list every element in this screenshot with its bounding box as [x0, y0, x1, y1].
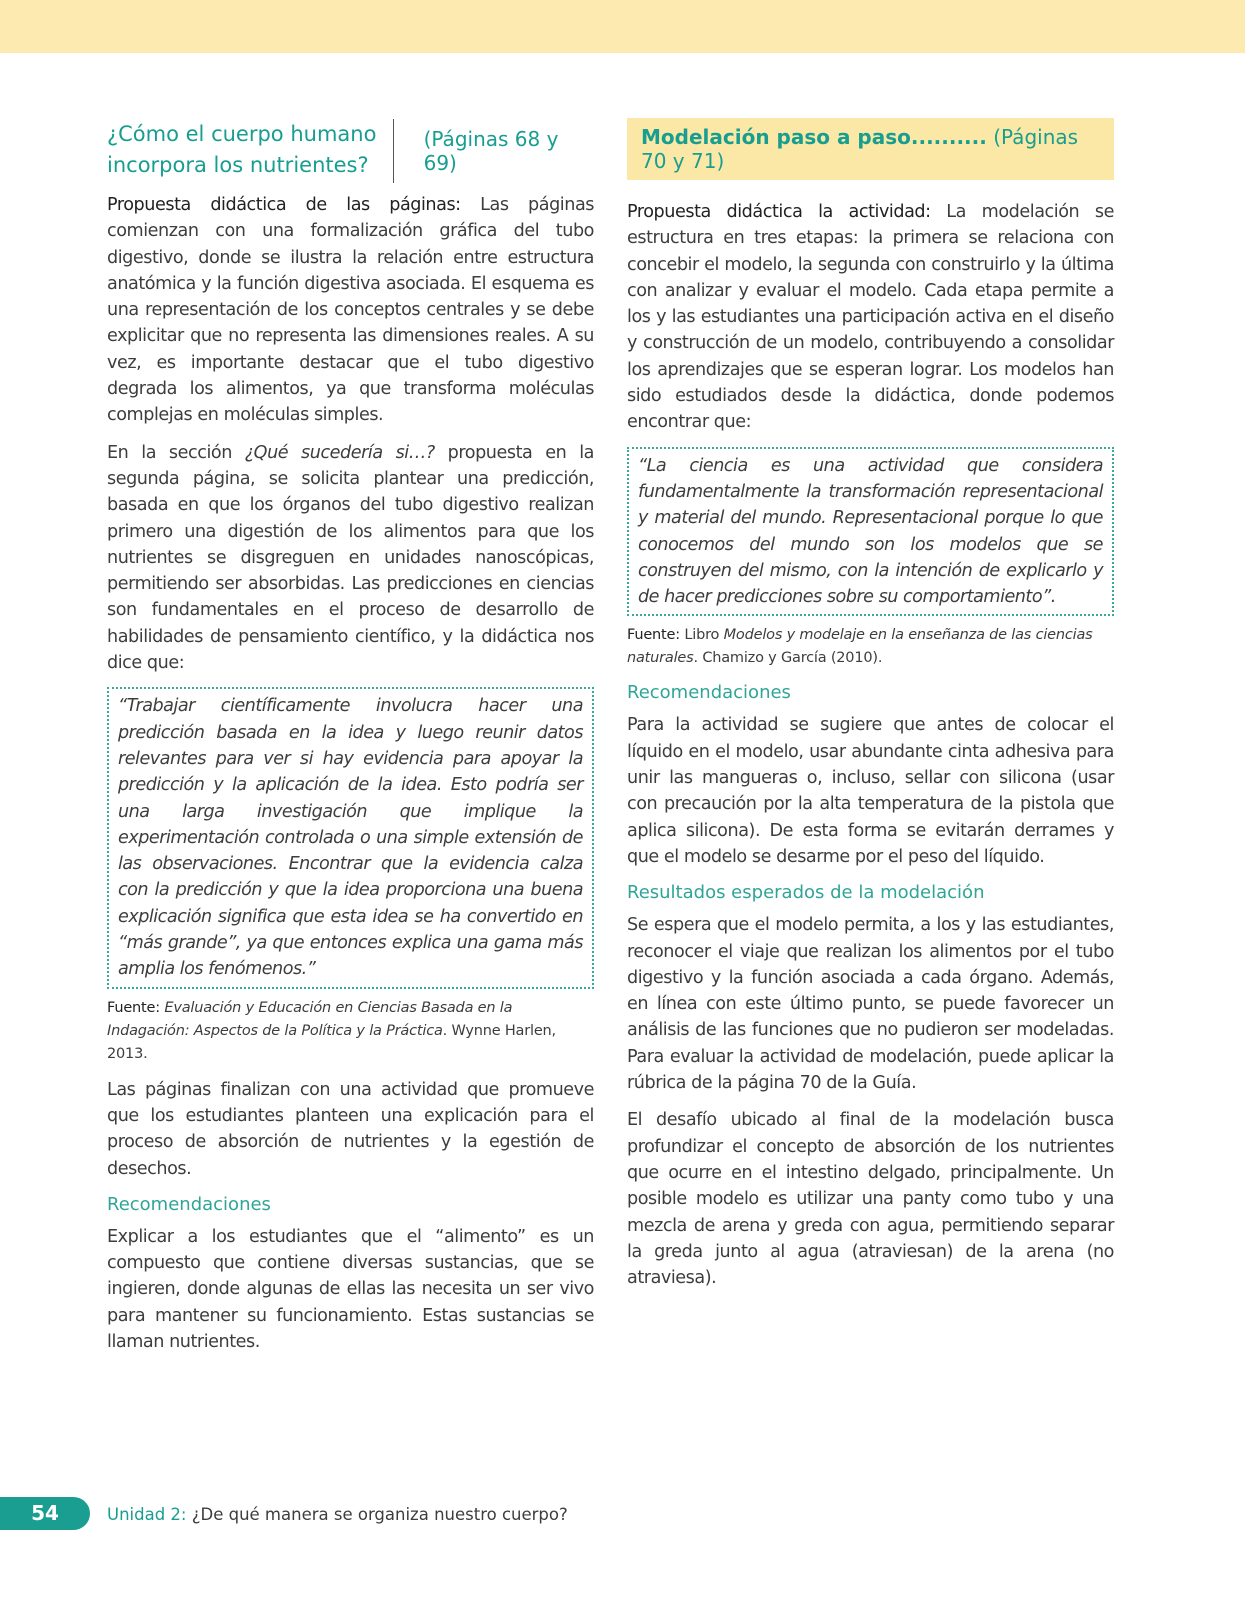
section-heading: [107, 118, 594, 184]
subheading-recommendations: Recomendaciones: [107, 1193, 271, 1215]
quote-box: “Trabajar científicamente involucra hacer una predicción basada en la idea y luego reunir datos relevantes para ver si hay evidencia para apoyar la predicción y la aplicación de la idea. Esto podría ser una larga investigación que implique la experimentación controlada o una simple extensión de las observaciones. Encontrar que la evidencia calza con la predicción y que la idea proporciona una buena explicación significa que esta idea se ha convertido en “más grande”, ya que entonces explica una gama más amplia los fenómenos.”: [107, 687, 594, 988]
section-title: ¿Cómo el cuerpo humano incorpora los nutrientes?: [107, 119, 394, 183]
paragraph: Propuesta didáctica la actividad: La modelación se estructura en tres etapas: la primera se relaciona con concebir el modelo, la segunda con construirlo y la última con analizar y evaluar el modelo. Cada etapa permite a los y las estudiantes una participación activa en el diseño y construcción de un modelo, contribuyendo a consolidar los aprendizajes que se esperan lograr. Los modelos han sido estudiados desde la didáctica, donde podemos encontrar que:: [627, 202, 1114, 433]
paragraph: En la sección ¿Qué sucedería si…? propuesta en la segunda página, se solicita plantear una predicción, basada en que los órganos del tubo digestivo realizan primero una digestión de los alimentos para que los nutrientes se disgreguen en unidades nanoscópicas, permitiendo ser absorbidas. Las predicciones en ciencias son fundamentales en el proceso de desarrollo de habilidades de pensamiento científico, y la didáctica nos dice que:: [107, 442, 594, 674]
section-pages: (Páginas 68 y 69): [423, 127, 559, 175]
paragraph: El desafío ubicado al final de la modelación busca profundizar el concepto de absorción de los nutrientes que ocurre en el intestino delgado, principalmente. Un posible modelo es utilizar una panty como tubo y una mezcla de arena y greda con agua, permitiendo separar la greda junto al agua (atraviesan) de la arena (no atraviesa).: [627, 1110, 1114, 1289]
source-note: Fuente: Evaluación y Educación en Ciencias Basada en la Indagación: Aspectos de la Política y la Práctica. Wynne Harlen, 2013.: [107, 999, 556, 1062]
source-note: Fuente: Libro Modelos y modelaje en la enseñanza de las ciencias naturales. Chamizo y García (2010).: [627, 627, 1093, 667]
top-band: [0, 0, 1245, 53]
paragraph: Se espera que el modelo permita, a los y las estudiantes, reconocer el viaje que realizan los alimentos por el tubo digestivo y la función asociada a cada órgano. Además, en línea con este último punto, se puede favorecer un análisis de las funciones que no pudieron ser modeladas. Para evaluar la actividad de modelación, puede aplicar la rúbrica de la página 70 de la Guía.: [627, 915, 1114, 1094]
footer-unit: Unidad 2: ¿De qué manera se organiza nuestro cuerpo?: [107, 1505, 568, 1524]
activity-heading: Modelación paso a paso.......... (Páginas 70 y 71): [627, 118, 1114, 180]
paragraph: Explicar a los estudiantes que el “alimento” es un compuesto que contiene diversas sustancias, que se ingieren, donde algunas de ellas las necesita un ser vivo para mantener su funcionamiento. Estas sustancias se llaman nutrientes.: [107, 1226, 594, 1352]
left-column: [107, 118, 594, 1355]
right-column: [627, 118, 1114, 1291]
paragraph: Para la actividad se sugiere que antes de colocar el líquido en el modelo, usar abundante cinta adhesiva para unir las mangueras o, incluso, sellar con silicona (usar con precaución por la alta temperatura de la pistola que aplica silicona). De esta forma se evitarán derrames y que el modelo se desarme por el peso del líquido.: [627, 715, 1114, 867]
paragraph: Las páginas finalizan con una actividad que promueve que los estudiantes planteen una explicación para el proceso de absorción de nutrientes y la egestión de desechos.: [107, 1079, 594, 1179]
subheading-recommendations: Recomendaciones: [627, 682, 791, 704]
subheading-results: Resultados esperados de la modelación: [627, 882, 985, 904]
paragraph: Propuesta didáctica de las páginas: Las páginas comienzan con una formalización gráfica del tubo digestivo, donde se ilustra la relación entre estructura anatómica y la función digestiva asociada. El esquema es una representación de los conceptos centrales y se debe explicitar que no representa las dimensiones reales. A su vez, es importante destacar que el tubo digestivo degrada los alimentos, ya que transforma moléculas complejas en moléculas simples.: [107, 195, 594, 426]
paragraph-lead: Propuesta didáctica de las páginas:: [107, 195, 461, 215]
page-number: 54: [0, 1497, 90, 1530]
paragraph-lead: Propuesta didáctica la actividad:: [627, 202, 931, 222]
quote-box: “La ciencia es una actividad que considera fundamentalmente la transformación representacional y material del mundo. Representacional porque lo que conocemos del mundo son los modelos que se construyen del mismo, con la intención de explicarlo y de hacer predicciones sobre su comportamiento”.: [627, 447, 1114, 617]
